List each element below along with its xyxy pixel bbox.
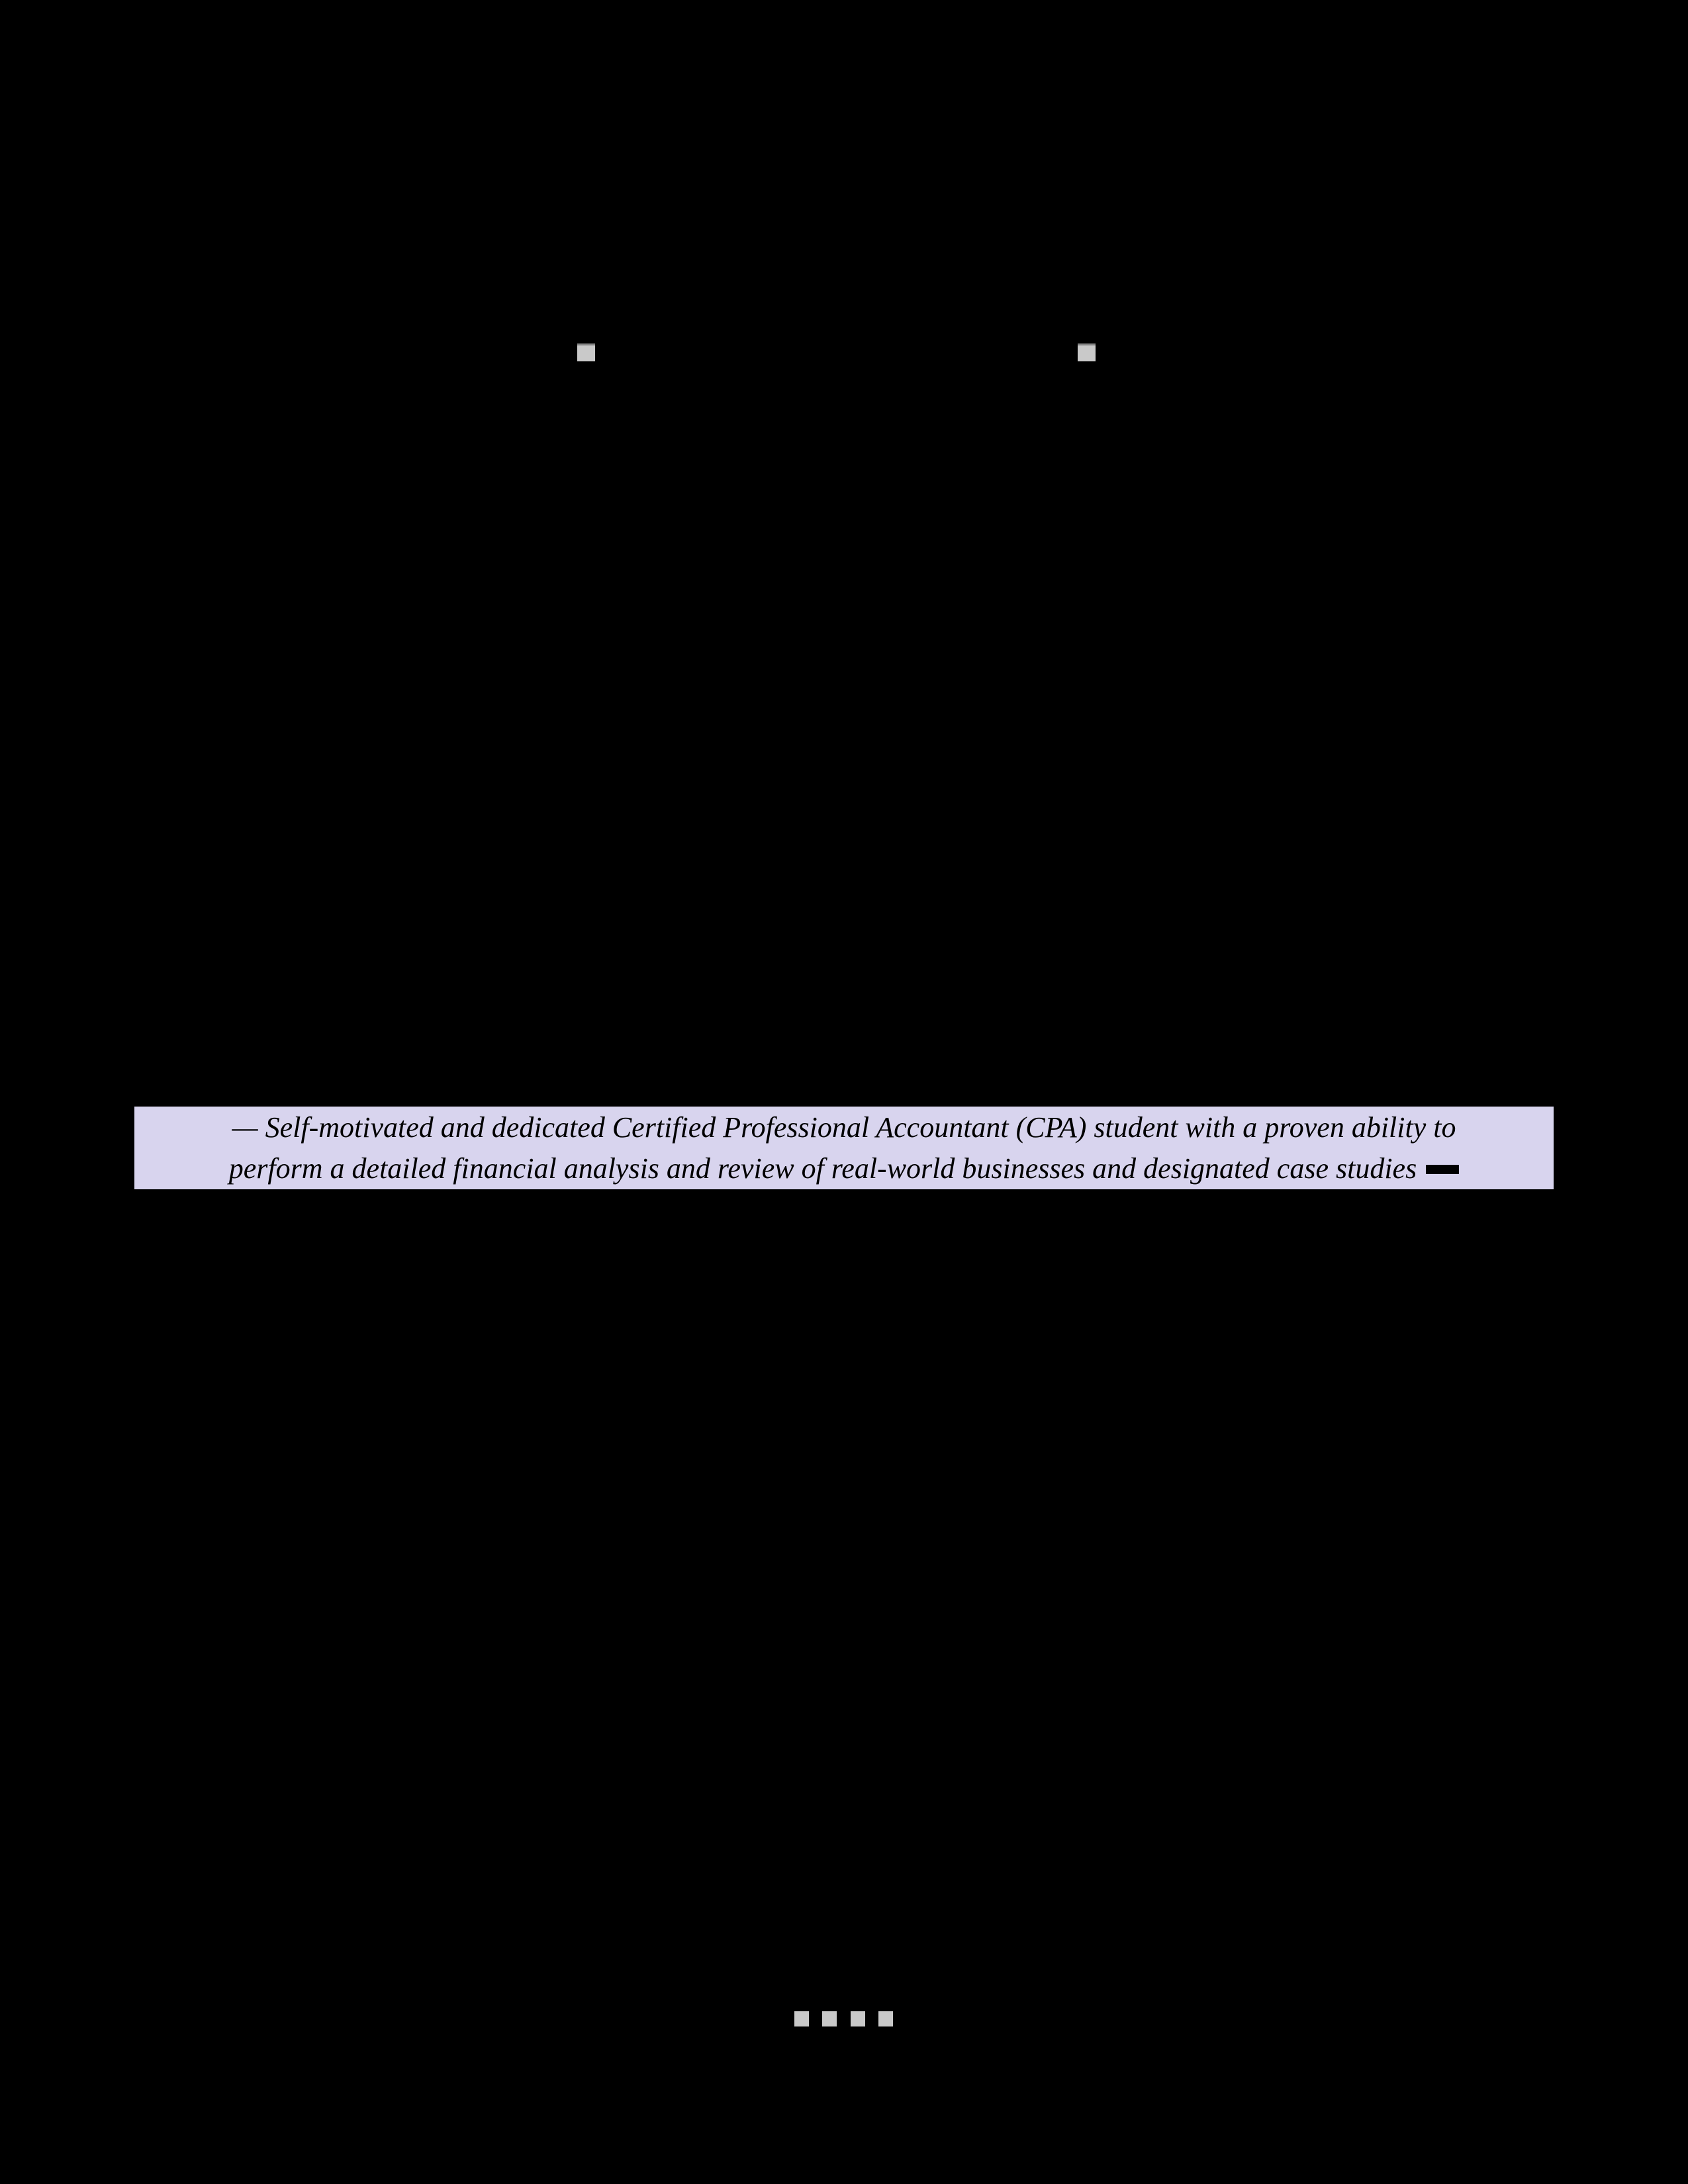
summary-line-2 [229,1148,1459,1189]
placeholder-square-icon [822,2011,837,2026]
placeholder-square-icon [851,2011,865,2026]
placeholder-square-icon [1078,343,1096,361]
redacted-word-bar [1426,1165,1459,1174]
highlighted-summary-block [134,1107,1554,1189]
placeholder-square-icon [577,343,595,361]
summary-line-2-text: perform a detailed financial analysis and review of real-world businesses and designated case studies [228,1152,1417,1185]
placeholder-square-icon [794,2011,809,2026]
summary-line-1: — Self-motivated and dedicated Certified Professional Accountant (CPA) student with a proven ability to [232,1111,1456,1144]
placeholder-square-icon [878,2011,893,2026]
